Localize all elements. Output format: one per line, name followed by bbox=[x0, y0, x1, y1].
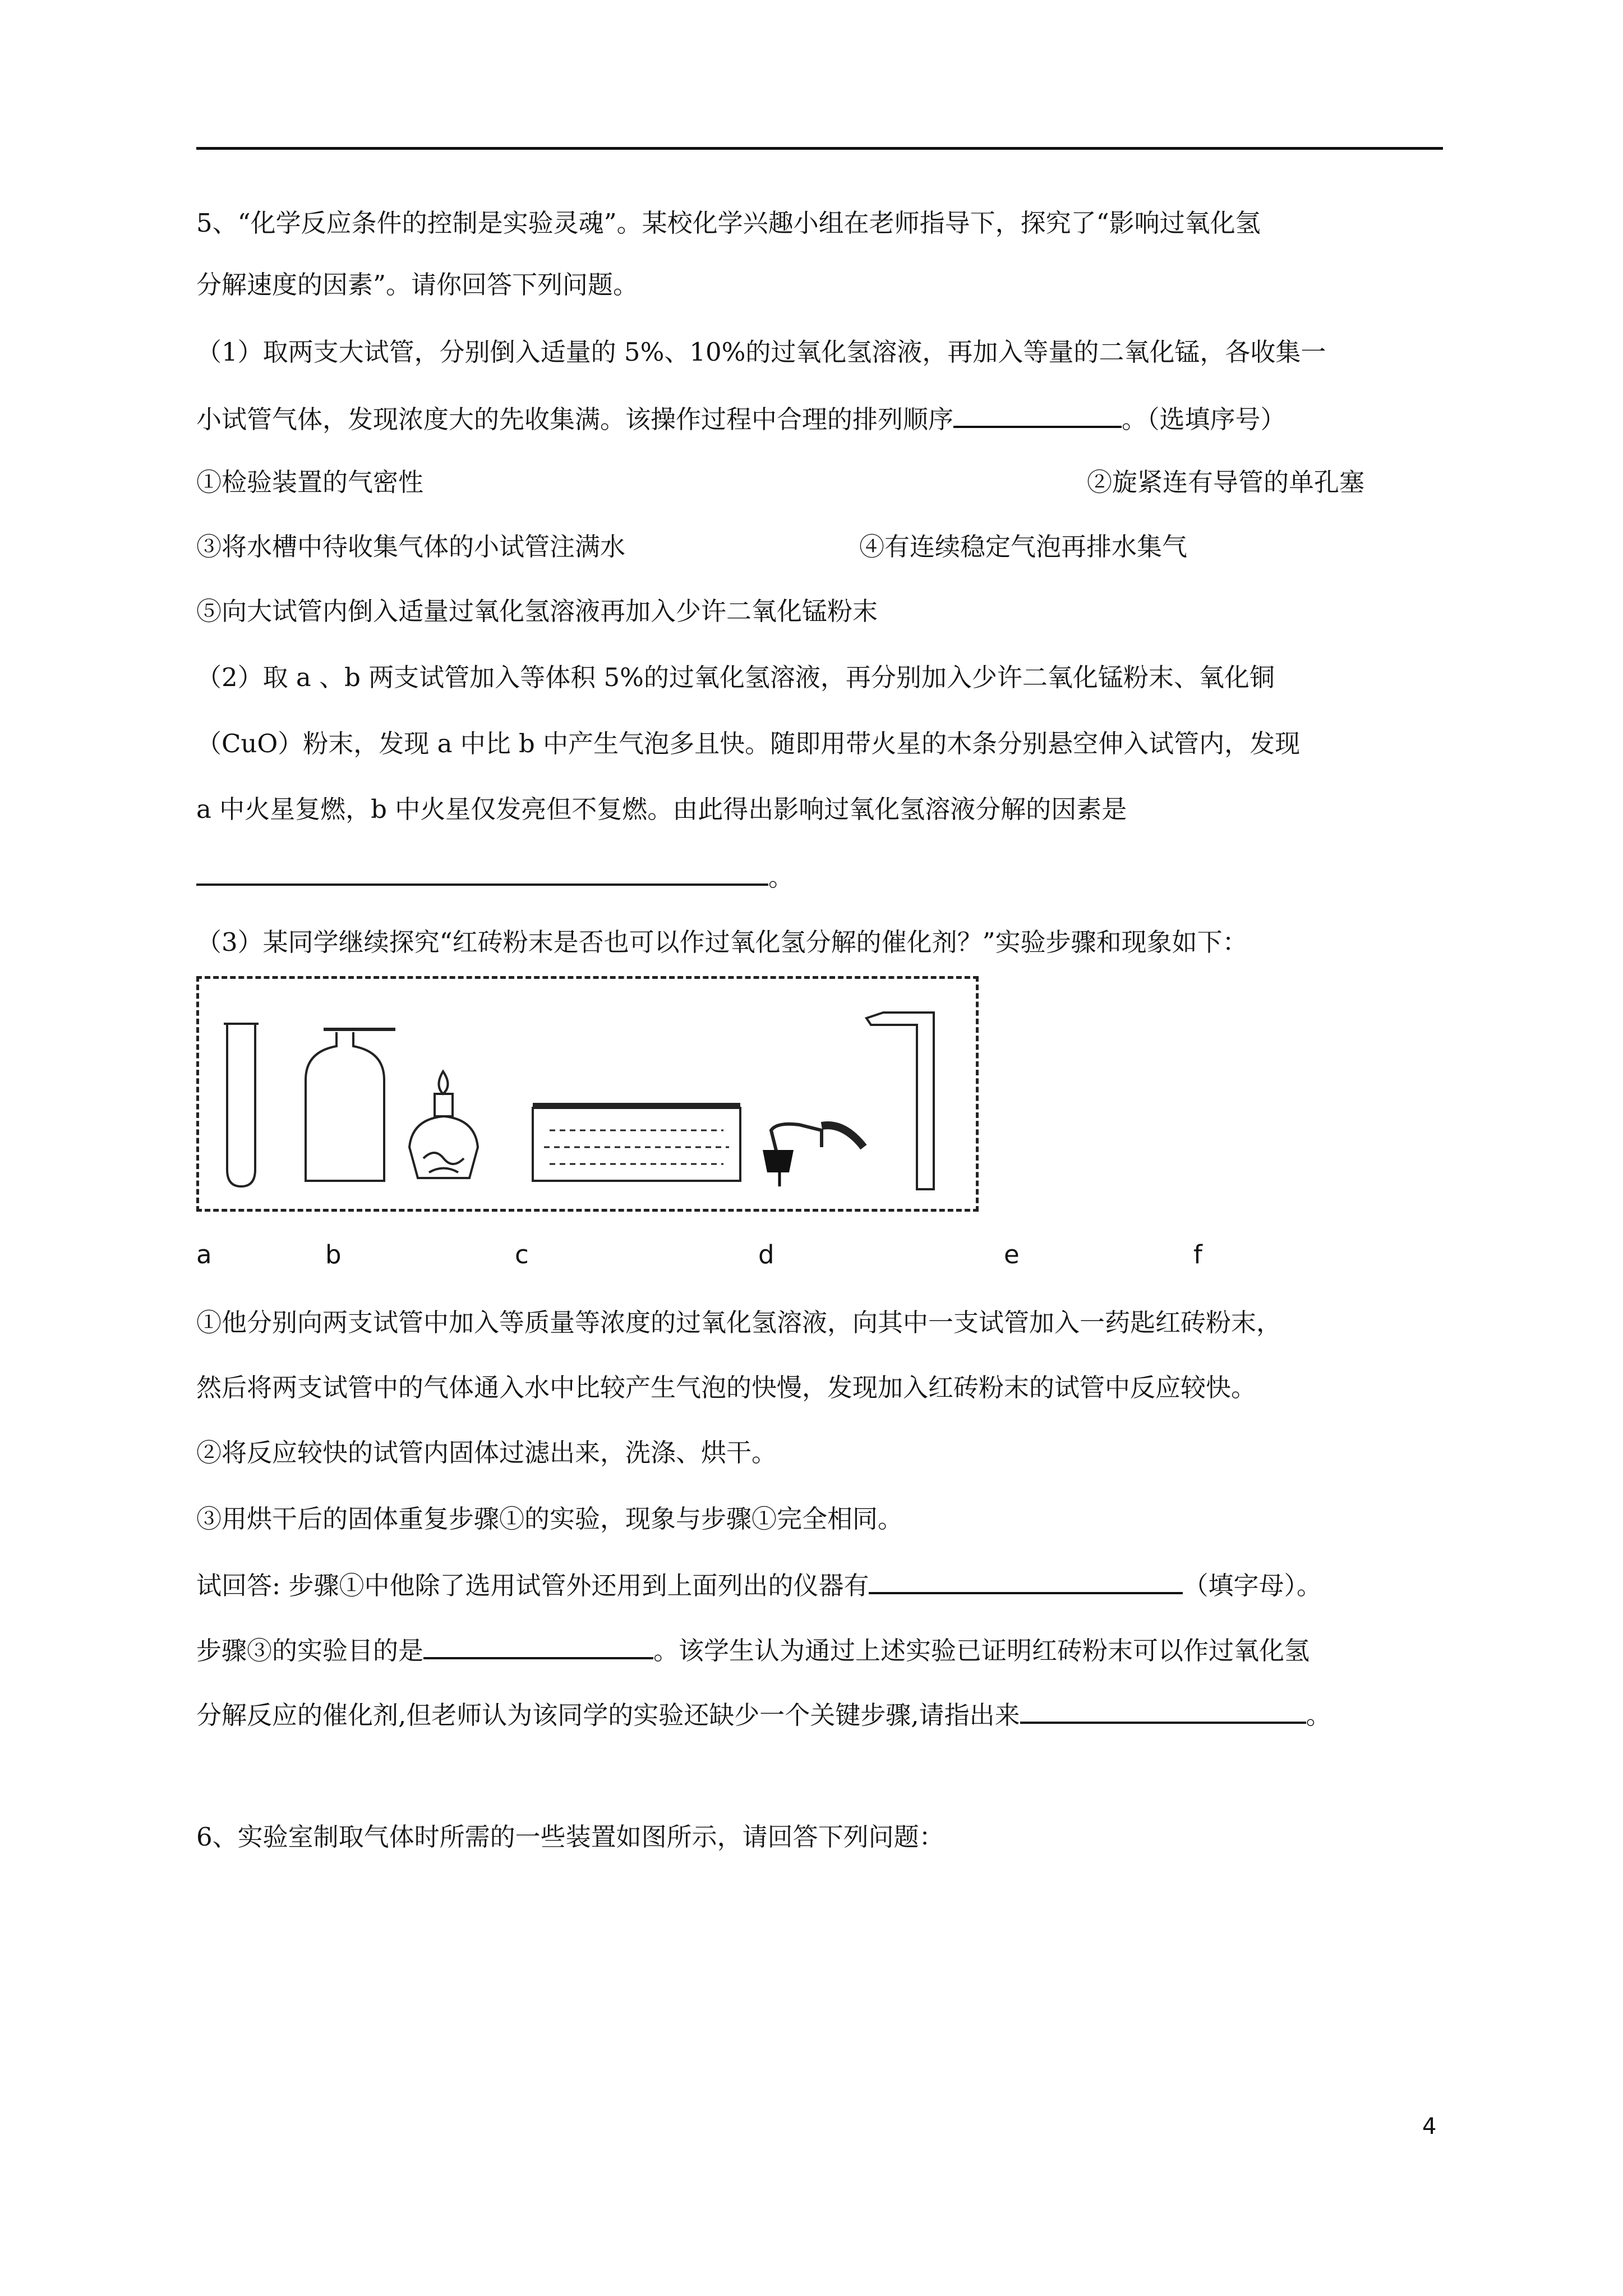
gas-bottle-icon bbox=[306, 1029, 395, 1181]
q5-part2-line4 bbox=[196, 859, 794, 894]
answer-line2 bbox=[196, 1632, 1310, 1668]
answer-line3-text: 分解反应的催化剂,但老师认为该同学的实验还缺少一个关键步骤,请指出来 bbox=[196, 1700, 1020, 1730]
answer-blank-order[interactable] bbox=[953, 401, 1122, 428]
apparatus-label-e: e bbox=[1004, 1240, 1020, 1269]
option-2: ②旋紧连有导管的单孔塞 bbox=[1087, 467, 1365, 497]
answer-line1-text: 试回答: 步骤①中他除了选用试管外还用到上面列出的仪器有 bbox=[196, 1571, 869, 1600]
answer-line1-suffix: （填字母）。 bbox=[1183, 1571, 1322, 1600]
step1-line2: 然后将两支试管中的气体通入水中比较产生气泡的快慢，发现加入红砖粉末的试管中反应较快。 bbox=[196, 1373, 1257, 1402]
q5-part2-line2: （CuO）粉末，发现 a 中比 b 中产生气泡多且快。随即用带火星的木条分别悬空伸入试管内，发现 bbox=[196, 729, 1301, 758]
page-number: 4 bbox=[1422, 2114, 1437, 2139]
q5-part2-line3: a 中火星复燃，b 中火星仅发亮但不复燃。由此得出影响过氧化氢溶液分解的因素是 bbox=[196, 794, 1127, 824]
apparatus-label-b: b bbox=[325, 1240, 342, 1269]
step3: ③用烘干后的固体重复步骤①的实验，现象与步骤①完全相同。 bbox=[196, 1504, 903, 1534]
q5-part3-line1: （3）某同学继续探究“红砖粉末是否也可以作过氧化氢分解的催化剂？”实验步骤和现象如下： bbox=[196, 927, 1248, 957]
q5-intro-line1: 5、“化学反应条件的控制是实验灵魂”。某校化学兴趣小组在老师指导下，探究了“影响过氧化氢 bbox=[196, 208, 1261, 238]
step1-line1: ①他分别向两支试管中加入等质量等浓度的过氧化氢溶液，向其中一支试管加入一药匙红砖粉末， bbox=[196, 1308, 1282, 1337]
answer-line3 bbox=[196, 1697, 1331, 1732]
apparatus-label-f: f bbox=[1193, 1240, 1202, 1269]
header-rule bbox=[196, 147, 1443, 150]
step2: ②将反应较快的试管内固体过滤出来，洗涤、烘干。 bbox=[196, 1438, 777, 1467]
q5-part2-period: 。 bbox=[768, 862, 794, 892]
option-4: ④有连续稳定气泡再排水集气 bbox=[859, 532, 1188, 562]
apparatus-label-c: c bbox=[515, 1240, 529, 1269]
apparatus-figure bbox=[196, 976, 979, 1212]
answer-line2-text: 步骤③的实验目的是 bbox=[196, 1636, 424, 1665]
answer-blank-factor[interactable] bbox=[196, 859, 768, 886]
rubber-stopper-icon bbox=[763, 1150, 794, 1172]
q5-part1-suffix: 。（选填序号） bbox=[1122, 404, 1286, 434]
test-tube-icon bbox=[224, 1024, 259, 1186]
option-3: ③将水槽中待收集气体的小试管注满水 bbox=[196, 532, 626, 562]
q5-part1-line2 bbox=[196, 401, 1286, 436]
apparatus-label-d: d bbox=[758, 1240, 774, 1269]
q5-intro-line2: 分解速度的因素”。请你回答下列问题。 bbox=[196, 270, 639, 300]
option-1: ①检验装置的气密性 bbox=[196, 467, 424, 497]
apparatus-label-a: a bbox=[196, 1240, 212, 1269]
answer-blank-missing-step[interactable] bbox=[1020, 1697, 1306, 1724]
q6-line1: 6、实验室制取气体时所需的一些装置如图所示，请回答下列问题： bbox=[196, 1822, 944, 1852]
l-tube-icon bbox=[866, 1013, 934, 1189]
alcohol-lamp-icon bbox=[409, 1071, 478, 1178]
answer-line1 bbox=[196, 1567, 1322, 1603]
answer-line3-suffix: 。 bbox=[1306, 1700, 1331, 1730]
option-5: ⑤向大试管内倒入适量过氧化氢溶液再加入少许二氧化锰粉末 bbox=[196, 596, 878, 626]
q5-part1-line1: （1）取两支大试管，分别倒入适量的 5%、10%的过氧化氢溶液，再加入等量的二氧化锰，各收集一 bbox=[196, 337, 1326, 367]
answer-line2-suffix: 。该学生认为通过上述实验已证明红砖粉末可以作过氧化氢 bbox=[653, 1636, 1310, 1665]
q5-part2-line1: （2）取 a 、b 两支试管加入等体积 5%的过氧化氢溶液，再分别加入少许二氧化锰粉末、氧化铜 bbox=[196, 662, 1275, 692]
answer-blank-purpose[interactable] bbox=[423, 1632, 653, 1659]
water-trough-icon bbox=[533, 1105, 740, 1181]
answer-blank-instruments[interactable] bbox=[869, 1567, 1183, 1594]
q5-part1-text: 小试管气体，发现浓度大的先收集满。该操作过程中合理的排列顺序 bbox=[196, 404, 954, 434]
apparatus-drawings bbox=[199, 979, 981, 1214]
